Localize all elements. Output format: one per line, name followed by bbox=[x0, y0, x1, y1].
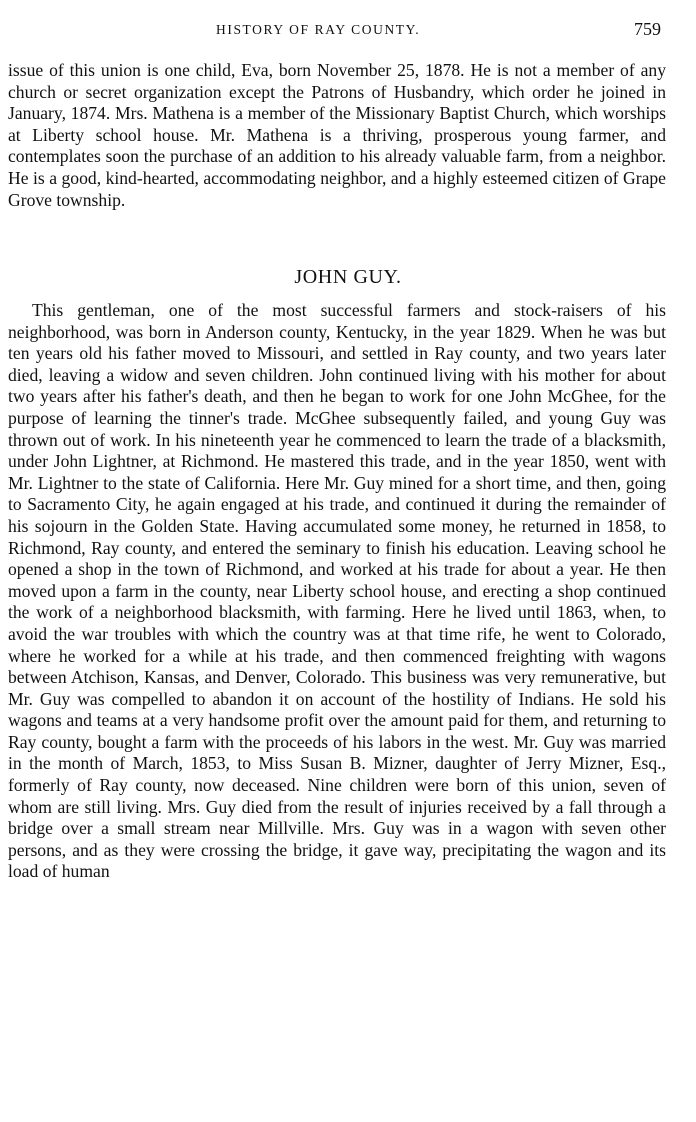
biography-paragraph-text: This gentleman, one of the most successful farmers and stock-raisers of his neighborhood, was born in Anderson county, Kentucky, in the year 1829. When he was but ten years old his father moved to Missouri, and settled in Ray county, and two years later died, leaving a widow and seven children. John continued living with his mother for about two years after his father's death, and then he began to work for one John McGhee, for the purpose of learning the tinner's trade. McGhee subsequently failed, and young Guy was thrown out of work. In his nineteenth year he commenced to learn the trade of a blacksmith, under John Lightner, at Richmond. He mastered this trade, and in the year 1850, went with Mr. Lightner to the state of California. Here Mr. Guy mined for a short time, and then, going to Sacramento City, he again engaged at his trade, and continued it during the remainder of his sojourn in the Golden State. Having accumulated some money, he returned in 1858, to Richmond, Ray county, and entered the seminary to finish his education. Leaving school he opened a shop in the town of Richmond, and worked at his trade for about a year. He then moved upon a farm in the county, near Liberty school house, and erecting a shop continued the work of a neighborhood blacksmith, with farming. Here he lived until 1863, when, to avoid the war troubles with which the country was at that time rife, he went to Colorado, where he worked for a while at his trade, and then commenced freighting with wagons between Atchison, Kansas, and Denver, Colorado. This business was very remunerative, but Mr. Guy was compelled to abandon it on account of the hostility of Indians. He sold his wagons and teams at a very handsome profit over the amount paid for them, and returning to Ray county, bought a farm with the proceeds of his labors in the west. Mr. Guy was married in the month of March, 1853, to Miss Susan B. Mizner, daughter of Jerry Mizner, Esq., formerly of Ray county, now deceased. Nine children were born of this union, seven of whom are still living. Mrs. Guy died from the result of injuries received by a fall through a bridge over a small stream near Millville. Mrs. Guy was in a wagon with seven other persons, and as they were crossing the bridge, it gave way, precipitating the wagon and its load of human bbox=[8, 300, 666, 882]
continued-paragraph bbox=[8, 60, 666, 211]
continued-paragraph-text: issue of this union is one child, Eva, born November 25, 1878. He is not a member of any church or secret organization except the Patrons of Husbandry, which order he joined in January, 1874. Mrs. Mathena is a member of the Missionary Baptist Church, which worships at Liberty school house. Mr. Mathena is a thriving, prosperous young farmer, and contemplates soon the purchase of an addition to his already valuable farm, from a neighbor. He is a good, kind-hearted, accommodating neighbor, and a highly esteemed citizen of Grape Grove township. bbox=[8, 60, 666, 210]
running-head bbox=[0, 19, 696, 44]
biography-paragraph bbox=[8, 300, 666, 883]
section-heading: JOHN GUY. bbox=[294, 266, 402, 288]
running-title: HISTORY OF RAY COUNTY. bbox=[216, 22, 421, 37]
page-number: 759 bbox=[634, 19, 661, 39]
